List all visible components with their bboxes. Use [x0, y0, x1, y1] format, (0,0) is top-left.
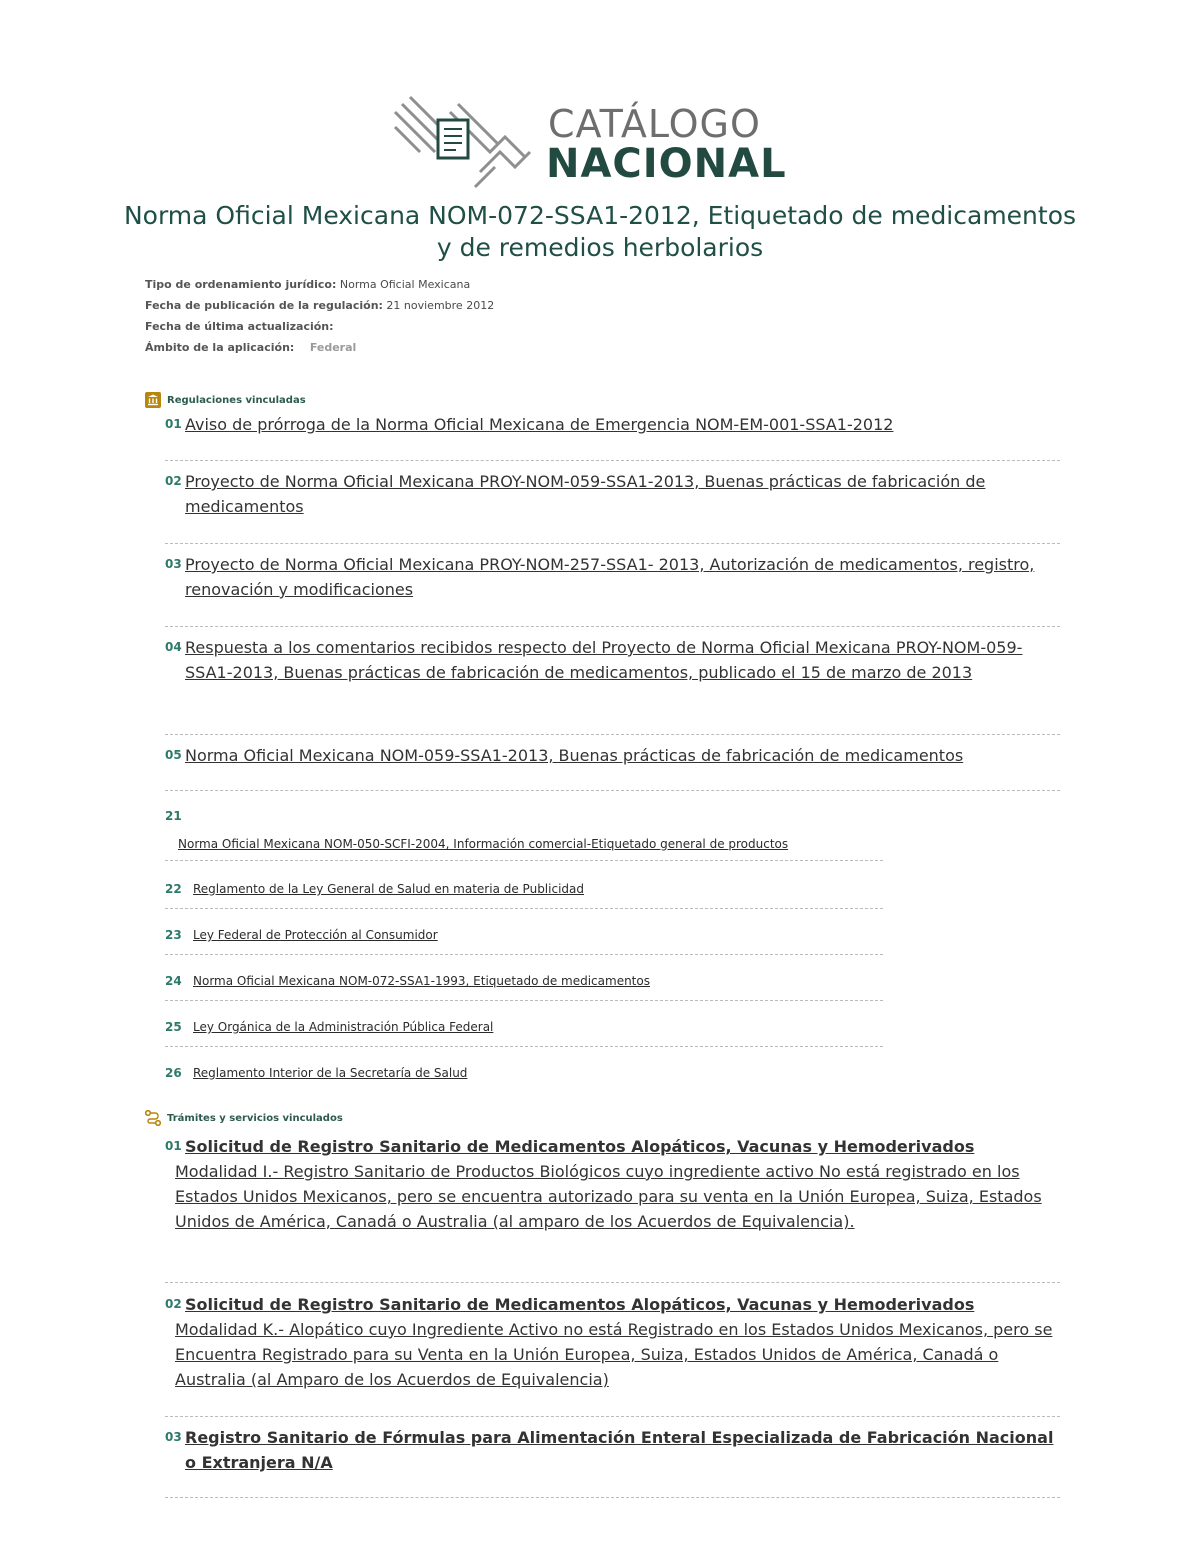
regulacion-item [165, 552, 1060, 602]
regulacion-item [165, 469, 1060, 519]
regulacion-number: 04 [165, 640, 182, 654]
catalogo-nacional-logo [390, 92, 810, 192]
regulacion-number: 03 [165, 557, 182, 571]
regulacion-link[interactable]: Proyecto de Norma Oficial Mexicana PROY-NOM-059-SSA1-2013, Buenas prácticas de fabricación de medicamentos [185, 472, 986, 516]
regulacion-link[interactable]: Respuesta a los comentarios recibidos respecto del Proyecto de Norma Oficial Mexicana PROY-NOM-059-SSA1-2013, Buenas prácticas de fabricación de medicamentos, publicado el 15 de marzo de 2013 [185, 638, 1023, 682]
tramite-detail-link[interactable]: Modalidad I.- Registro Sanitario de Productos Biológicos cuyo ingrediente activo No está registrado en los Estados Unidos Mexicanos, pero se encuentra autorizado para su venta en la Unión Europea, Suiza, Estados Unidos de América, Canadá o Australia (al amparo de los Acuerdos de Equivalencia). [175, 1162, 1042, 1231]
tramite-title-link[interactable]: Solicitud de Registro Sanitario de Medicamentos Alopáticos, Vacunas y Hemoderivados [185, 1137, 975, 1156]
logo-word-catalogo: CATÁLOGO [548, 102, 761, 146]
divider [165, 1000, 883, 1001]
regulacion-number: 01 [165, 417, 182, 431]
regulacion-sub-link[interactable]: Reglamento Interior de la Secretaría de Salud [193, 1066, 468, 1080]
regulacion-sub-item [165, 878, 584, 897]
divider [165, 1282, 1060, 1283]
tramite-item [165, 1134, 1060, 1234]
tramites-heading [145, 1110, 343, 1127]
tramites-heading-text: Trámites y servicios vinculados [167, 1113, 343, 1124]
regulacion-item [165, 412, 1060, 437]
metadata-block [145, 278, 494, 362]
meta-actualizacion-label: Fecha de última actualización: [145, 320, 334, 333]
regulacion-sub-item [165, 924, 438, 943]
tramite-title-link[interactable]: Solicitud de Registro Sanitario de Medicamentos Alopáticos, Vacunas y Hemoderivados [185, 1295, 975, 1314]
meta-tipo-value: Norma Oficial Mexicana [339, 278, 471, 291]
regulacion-sub-number: 25 [165, 1020, 182, 1034]
tramite-detail-link[interactable]: Modalidad K.- Alopático cuyo Ingrediente Activo no está Registrado en los Estados Unidos Mexicanos, pero se Encuentra Registrado para su Venta en la Unión Europea, Suiza, Estados Unidos de América, Canadá o Australia (al Amparo de los Acuerdos de Equivalencia) [175, 1320, 1053, 1389]
meta-publicacion-label: Fecha de publicación de la regulación: [145, 299, 383, 312]
tramite-item [165, 1425, 1060, 1475]
divider [165, 860, 883, 861]
meta-actualizacion [145, 320, 494, 341]
regulacion-sub-number: 26 [165, 1066, 182, 1080]
regulacion-number: 05 [165, 748, 182, 762]
regulacion-number: 02 [165, 474, 182, 488]
route-icon [145, 1110, 161, 1126]
meta-ambito [145, 341, 494, 362]
tramite-title-link[interactable]: Registro Sanitario de Fórmulas para Alimentación Enteral Especializada de Fabricación Nacional o Extranjera N/A [185, 1428, 1054, 1472]
meta-tipo [145, 278, 494, 299]
meta-ambito-value: Federal [309, 341, 357, 354]
building-icon [145, 392, 161, 408]
regulacion-sub-link[interactable]: Reglamento de la Ley General de Salud en materia de Publicidad [193, 882, 584, 896]
meta-tipo-label: Tipo de ordenamiento jurídico: [145, 278, 337, 291]
regulacion-link[interactable]: Aviso de prórroga de la Norma Oficial Mexicana de Emergencia NOM-EM-001-SSA1-2012 [185, 415, 894, 434]
regulacion-sub-link[interactable]: Ley Orgánica de la Administración Pública Federal [193, 1020, 494, 1034]
tramite-number: 02 [165, 1297, 182, 1311]
page-title: Norma Oficial Mexicana NOM-072-SSA1-2012, Etiquetado de medicamentos y de remedios herbolarios [123, 201, 1077, 262]
logo-word-nacional: NACIONAL [546, 141, 787, 187]
meta-publicacion [145, 299, 494, 320]
regulacion-sub-number: 23 [165, 928, 182, 942]
regulacion-sub-item [165, 1062, 467, 1081]
meta-ambito-label: Ámbito de la aplicación: [145, 341, 295, 354]
regulacion-sub-item [165, 805, 193, 824]
divider [165, 908, 883, 909]
divider [165, 626, 1060, 627]
regulaciones-heading-text: Regulaciones vinculadas [167, 395, 306, 406]
tramite-number: 03 [165, 1430, 182, 1444]
meta-publicacion-value: 21 noviembre 2012 [386, 299, 495, 312]
regulacion-link[interactable]: Norma Oficial Mexicana NOM-059-SSA1-2013, Buenas prácticas de fabricación de medicamentos [185, 746, 964, 765]
regulacion-sub-number: 21 [165, 809, 182, 823]
divider [165, 1046, 883, 1047]
regulaciones-heading [145, 392, 306, 409]
regulacion-sub-link[interactable]: Norma Oficial Mexicana NOM-072-SSA1-1993, Etiquetado de medicamentos [193, 974, 650, 988]
divider [165, 1416, 1060, 1417]
divider [165, 543, 1060, 544]
regulacion-sub-number: 22 [165, 882, 182, 896]
logo-mark-icon [390, 92, 540, 192]
regulacion-item [165, 743, 1060, 768]
regulacion-sub-item [178, 833, 788, 852]
divider [165, 954, 883, 955]
divider [165, 790, 1060, 791]
regulacion-sub-link[interactable]: Norma Oficial Mexicana NOM-050-SCFI-2004, Información comercial-Etiquetado general de productos [178, 837, 789, 851]
regulacion-sub-item [165, 970, 650, 989]
divider [165, 1497, 1060, 1498]
regulacion-link[interactable]: Proyecto de Norma Oficial Mexicana PROY-NOM-257-SSA1- 2013, Autorización de medicamentos, registro, renovación y modificaciones [185, 555, 1035, 599]
divider [165, 734, 1060, 735]
regulacion-item [165, 635, 1060, 685]
divider [165, 460, 1060, 461]
regulacion-sub-link[interactable]: Ley Federal de Protección al Consumidor [193, 928, 438, 942]
regulacion-sub-number: 24 [165, 974, 182, 988]
regulacion-sub-item [165, 1016, 493, 1035]
tramite-number: 01 [165, 1139, 182, 1153]
tramite-item [165, 1292, 1060, 1392]
